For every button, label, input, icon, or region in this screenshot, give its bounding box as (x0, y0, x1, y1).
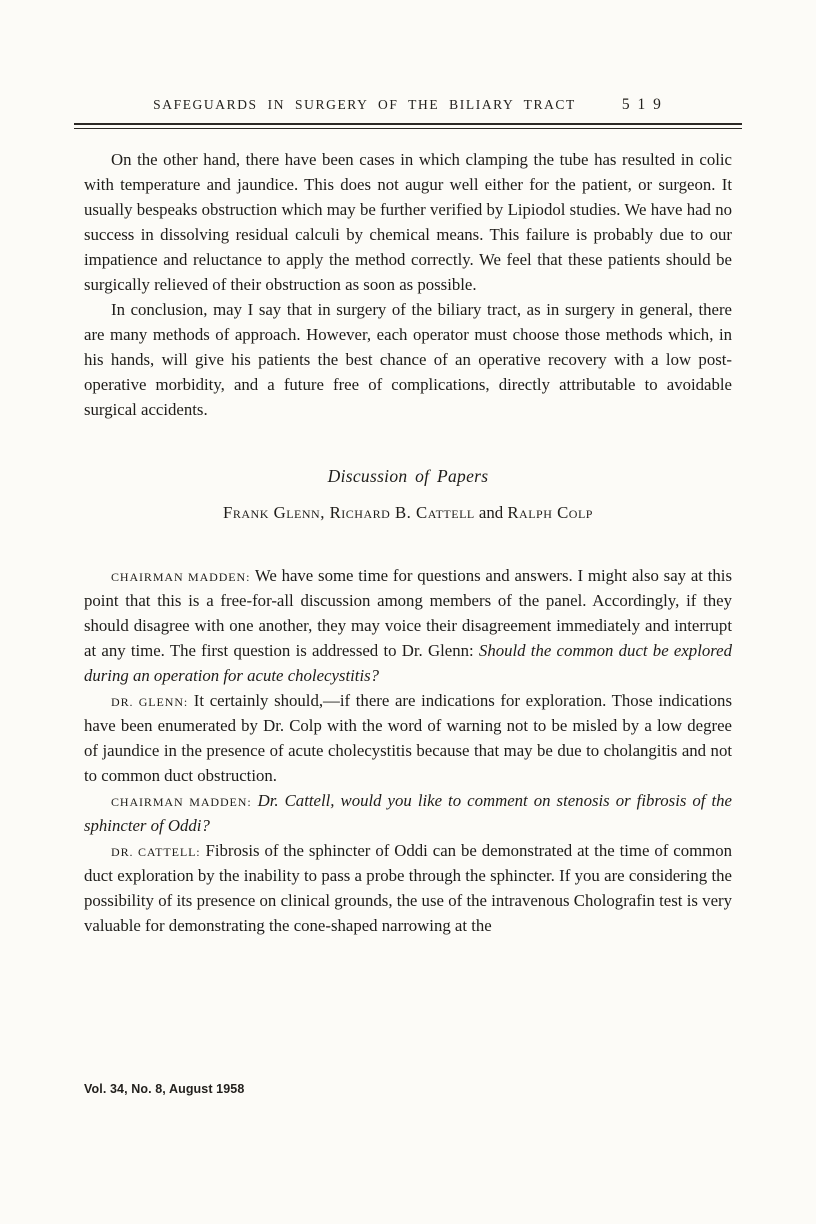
paragraph (84, 788, 732, 838)
running-head-line (78, 96, 738, 114)
speaker-label: Dr. Cattell: (111, 841, 201, 860)
speaker-label: Dr. Glenn: (111, 691, 189, 710)
text-segment: On the other hand, there have been cases in which clamping the tube has resulted in colic with temperature and jaundice. This does not augur well either for the patient, or surgeon. It usually bespeaks obstruction which may be further verified by Lipiodol studies. We have had no success in dissolving residual calculi by chemical means. This failure is probably due to our impatience and reluctance to apply the method correctly. We feel that these patients should be surgically relieved of their obstruction as soon as possible. (84, 150, 732, 294)
text-segment: and (474, 503, 508, 522)
paragraph (84, 838, 732, 938)
text-segment: Frank Glenn, Richard B. Cattell (223, 503, 475, 522)
text-segment: We have some time for questions and answers. I might also say at this point that this is a free-for-all discussion among members of the panel. Accordingly, if they should disagree with one another, they may voice their disagreement immediately and interrupt at any time. The first question is addressed to Dr. Glenn: (84, 566, 732, 660)
authors-line (84, 500, 732, 525)
page-number: 5 1 9 (621, 96, 663, 113)
text-segment: Should the common duct be explored during an operation for acute cholecystitis? (84, 641, 732, 685)
lead-paragraphs (84, 147, 732, 422)
text-segment: Dr. Cattell, would you like to comment on stenosis or fibrosis of the sphincter of Oddi? (84, 791, 732, 835)
text-segment: It certainly should,—if there are indications for exploration. Those indications have been enumerated by Dr. Colp with the word of warning not to be misled by a low degree of jaundice in the presence of acute cholecystitis because that may be due to cholangitis and not to common duct obstruction. (84, 691, 732, 785)
page-body (0, 129, 816, 938)
running-head: SAFEGUARDS IN SURGERY OF THE BILIARY TRACT (153, 97, 576, 112)
paragraph (84, 147, 732, 297)
speaker-label: Chairman Madden: (111, 791, 252, 810)
paragraph (84, 297, 732, 422)
text-segment: Ralph Colp (507, 503, 593, 522)
section-title: Discussion of Papers (327, 466, 489, 486)
paragraph (84, 688, 732, 788)
discussion-paragraphs (84, 563, 732, 938)
paragraph (84, 563, 732, 688)
text-segment: Fibrosis of the sphincter of Oddi can be demonstrated at the time of common duct exploration by the inability to pass a probe through the sphincter. If you are considering the possibility of its presence on clinical grounds, the use of the intravenous Cholografin test is very valuable for demonstrating the cone-shaped narrowing at the (84, 841, 733, 935)
text-segment: In conclusion, may I say that in surgery of the biliary tract, as in surgery in general, there are many methods of approach. However, each operator must choose those methods which, in his hands, will give his patients the best chance of an operative recovery with a low post-operative morbidity, and a future free of complications, directly attributable to avoidable surgical accidents. (84, 300, 732, 419)
page-header (0, 96, 816, 129)
page-footer (84, 1082, 244, 1096)
speaker-label: Chairman Madden: (111, 566, 251, 585)
volume-info: Vol. 34, No. 8, August 1958 (84, 1082, 245, 1096)
